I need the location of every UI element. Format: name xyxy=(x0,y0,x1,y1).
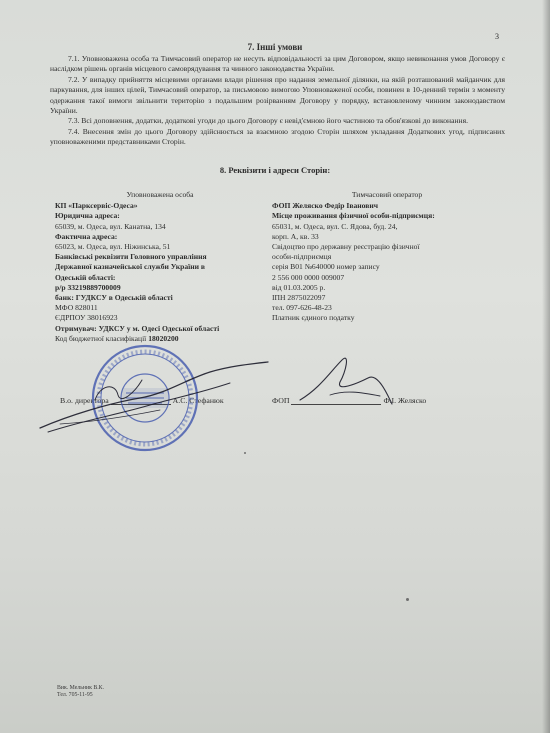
residence-address-2: корп. А, кв. 33 xyxy=(272,231,319,241)
left-signer-title: В.о. директора xyxy=(60,396,109,405)
right-party-name: ФОП Желяско Федір Іванович xyxy=(272,201,378,211)
section-8-title: 8. Реквізити і адреси Сторін: xyxy=(219,165,331,175)
recipient-value: УДКСУ у м. Одесі Одеської області xyxy=(96,323,220,333)
residence-label: Місце проживання фізичної особи-підприємця: xyxy=(272,211,435,221)
residence-address-1: 65031, м. Одеса, вул. С. Ядова, буд. 24, xyxy=(272,221,398,231)
left-signer-name: А.С. Стефанюк xyxy=(172,396,224,405)
legal-address-label: Юридична адреса: xyxy=(55,211,120,221)
right-signer-name: Ф.І. Желяско xyxy=(383,396,427,405)
paragraph-7-3: 7.3. Всі доповнення, додатки, додаткові угоди до цього Договору є невід'ємною його частиною та обов'язкові до виконання. xyxy=(68,116,468,126)
paper-speck xyxy=(244,452,246,454)
registration-cert-1: Свідоцтво про державну реєстрацію фізичної xyxy=(272,242,420,252)
paragraph-7-1: 7.1. Уповноважена особа та Тимчасовий оператор не несуть відповідальності за цим Договором, якщо невиконання умов Договору є наслідком рішень органів місцевого самоврядування та чинного законодавства України. xyxy=(50,54,505,74)
bank-name: банк: ГУДКСУ в Одеській області xyxy=(55,293,173,303)
bank-details-line-1: Банківські реквізити Головного управління xyxy=(55,252,207,262)
page-number: 3 xyxy=(495,32,499,41)
executor-phone: Тел. 705-11-95 xyxy=(57,692,93,698)
bank-details-line-2: Державної казначейської служби України в xyxy=(55,262,205,272)
paragraph-7-2: 7.2. У випадку прийняття місцевими органами влади рішення про надання земельної ділянки, на якій розташований майданчик для паркування, для інших цілей, Тимчасовий оператор, за письмовою вимогою Уповноваженої особи, повинен в 10-денний термін з моменту одержання такої вимоги звільнити територію з подальшим розірванням Договору у порядку, встановленому чинним законодавством України. xyxy=(50,74,505,116)
executor-name: Вик. Мельник В.К. xyxy=(57,685,104,691)
paper-speck xyxy=(406,598,409,601)
left-party-heading: Уповноважена особа xyxy=(126,190,194,199)
bank-account: р/р 33219889700009 xyxy=(55,282,121,292)
right-signer-title: ФОП xyxy=(272,396,290,405)
budget-code-value: 18020200 xyxy=(148,333,179,343)
budget-code-label: Код бюджетної класифікації xyxy=(55,333,149,343)
recipient-label: Отримувач: xyxy=(55,323,97,333)
actual-address-label: Фактична адреса: xyxy=(55,231,118,241)
phone: тел. 097-626-48-23 xyxy=(272,303,332,313)
legal-address: 65039, м. Одеса, вул. Канатна, 134 xyxy=(55,221,166,231)
registration-cert-4: 2 556 000 0000 009007 xyxy=(272,272,345,282)
left-party-name: КП «Парксервіс-Одеса» xyxy=(55,201,138,211)
tax-id: ІПН 2875022097 xyxy=(272,293,326,303)
registration-cert-2: особи-підприємця xyxy=(272,252,332,262)
edrpou-code: ЄДРПОУ 38016923 xyxy=(55,313,118,323)
registration-cert-3: серія В01 №640000 номер запису xyxy=(272,262,380,272)
actual-address: 65023, м. Одеса, вул. Ніжинська, 51 xyxy=(55,242,171,252)
section-7-title: 7. Інші умови xyxy=(247,42,303,52)
tax-status: Платник єдиного податку xyxy=(272,313,355,323)
right-party-heading: Тимчасовий оператор xyxy=(351,190,423,199)
mfo-code: МФО 828011 xyxy=(55,303,98,313)
registration-date: від 01.03.2005 р. xyxy=(272,282,326,292)
executor-footer xyxy=(57,685,104,699)
bank-details-line-3: Одеській області: xyxy=(55,272,116,282)
paragraph-7-4: 7.4. Внесення змін до цього Договору здійснюється за взаємною згодою Сторін шляхом укладання Додаткових угод, підписаних уповноваженими представниками Сторін. xyxy=(50,126,505,147)
